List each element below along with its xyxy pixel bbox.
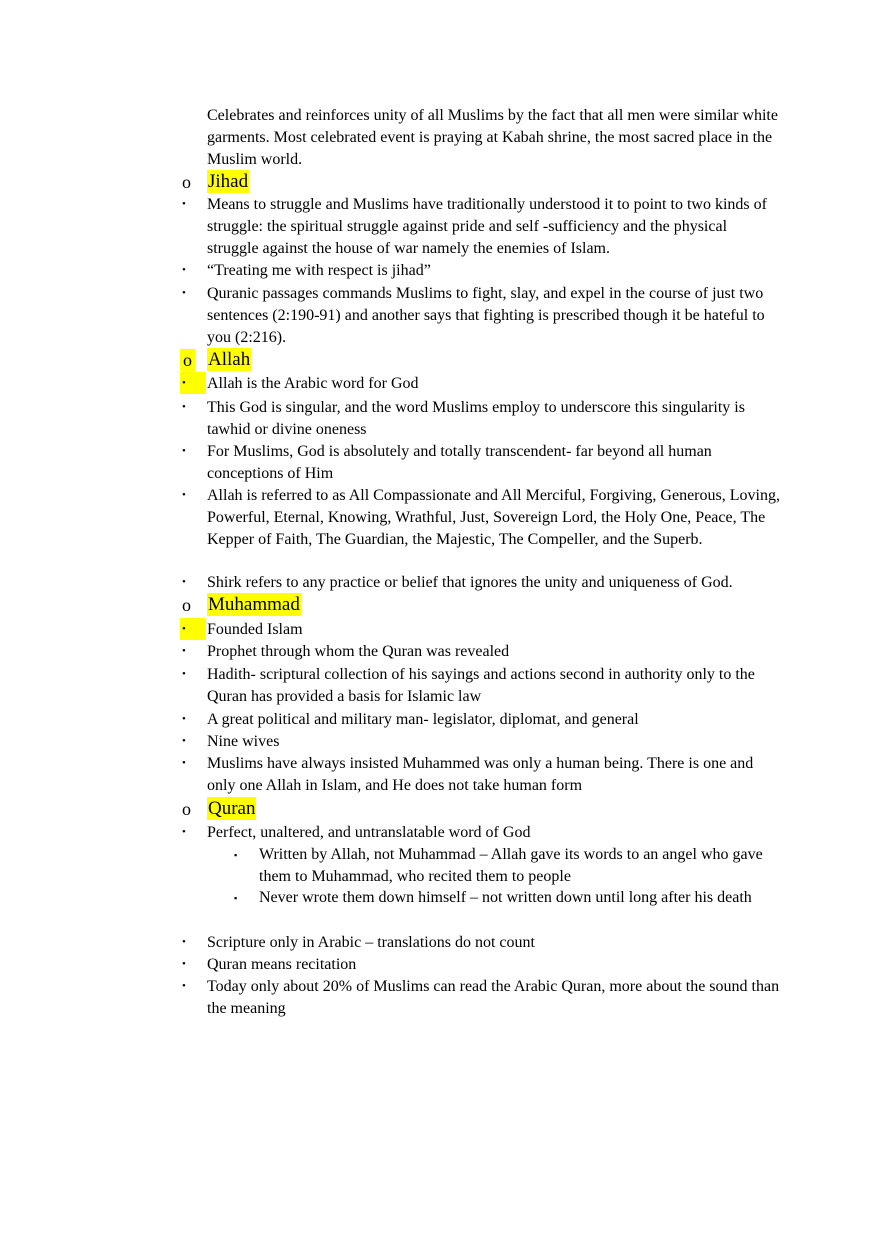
bullet-icon: • xyxy=(182,645,186,657)
bullet-icon: • xyxy=(182,757,186,769)
heading-circle-allah: o xyxy=(180,349,195,371)
muhammad-item-1: Founded Islam xyxy=(207,621,303,638)
allah-item-5: Shirk refers to any practice or belief that ignores the unity and uniqueness of God. xyxy=(207,574,733,591)
intro-paragraph: Celebrates and reinforces unity of all Muslims by the fact that all men were similar white garments. Most celebrated event is praying at Kabah shrine, the most sacred place in the Muslim world. xyxy=(207,107,778,168)
allah-item-3: For Muslims, God is absolutely and totally transcendent- far beyond all human conceptions of Him xyxy=(207,443,712,482)
bullet-icon: • xyxy=(182,735,186,747)
jihad-item-1: Means to struggle and Muslims have traditionally understood it to point to two kinds of struggle: the spiritual struggle against pride and self -sufficiency and the physical struggle against the house of war namely the enemies of Islam. xyxy=(207,196,767,257)
quran-item-4: Today only about 20% of Muslims can read the Arabic Quran, more about the sound than the meaning xyxy=(207,978,780,1017)
bullet-icon: • xyxy=(182,576,186,588)
bullet-icon: • xyxy=(182,198,186,210)
bullet-icon: • xyxy=(182,958,186,970)
jihad-item-3: Quranic passages commands Muslims to fight, slay, and expel in the course of just two sentences (2:190-91) and another says that fighting is prescribed though it be hateful to you (2:216). xyxy=(207,285,765,346)
heading-circle-muhammad: o xyxy=(182,595,191,615)
allah-item-4: Allah is referred to as All Compassionate and All Merciful, Forgiving, Generous, Loving, Powerful, Eternal, Knowing, Wrathful, Just, Sovereign Lord, the Holy One, Peace, The Kepper of Faith, The Guardian, the Majestic, The Compeller, and the Superb. xyxy=(207,487,780,548)
quran-item-2: Scripture only in Arabic – translations do not count xyxy=(207,934,535,951)
heading-muhammad: Muhammad xyxy=(208,594,300,615)
allah-item-1: Allah is the Arabic word for God xyxy=(207,375,419,392)
muhammad-item-2: Prophet through whom the Quran was revealed xyxy=(207,643,510,660)
quran-subitem-1: Written by Allah, not Muhammad – Allah gave its words to an angel who gave them to Muhammad, who recited them to people xyxy=(259,846,763,885)
bullet-icon: • xyxy=(182,980,186,992)
bullet-icon: • xyxy=(182,489,186,501)
square-bullet-icon: ▪ xyxy=(234,893,238,903)
heading-allah: Allah xyxy=(208,349,251,370)
muhammad-item-4: A great political and military man- legislator, diplomat, and general xyxy=(207,711,639,728)
square-bullet-icon: ▪ xyxy=(234,850,238,860)
heading-circle-jihad: o xyxy=(182,172,191,192)
bullet-icon: • xyxy=(182,401,186,413)
allah-item-2: This God is singular, and the word Muslims employ to underscore this singularity is tawhid or divine oneness xyxy=(207,399,745,438)
jihad-item-2: “Treating me with respect is jihad” xyxy=(207,262,431,279)
muhammad-item-5: Nine wives xyxy=(207,733,280,750)
bullet-icon: • xyxy=(180,372,206,394)
heading-circle-quran: o xyxy=(182,799,191,819)
bullet-icon: • xyxy=(182,936,186,948)
bullet-icon: • xyxy=(182,264,186,276)
heading-jihad: Jihad xyxy=(208,171,249,192)
bullet-icon: • xyxy=(180,618,206,640)
muhammad-item-3: Hadith- scriptural collection of his sayings and actions second in authority only to the Quran has provided a basis for Islamic law xyxy=(207,666,755,705)
bullet-icon: • xyxy=(182,713,186,725)
quran-subitem-2: Never wrote them down himself – not written down until long after his death xyxy=(259,889,752,906)
quran-item-1: Perfect, unaltered, and untranslatable word of God xyxy=(207,824,531,841)
muhammad-item-6: Muslims have always insisted Muhammed was only a human being. There is one and only one Allah in Islam, and He does not take human form xyxy=(207,755,754,794)
bullet-icon: • xyxy=(182,826,186,838)
quran-item-3: Quran means recitation xyxy=(207,956,357,973)
bullet-icon: • xyxy=(182,287,186,299)
heading-quran: Quran xyxy=(208,798,256,819)
bullet-icon: • xyxy=(182,445,186,457)
bullet-icon: • xyxy=(182,668,186,680)
